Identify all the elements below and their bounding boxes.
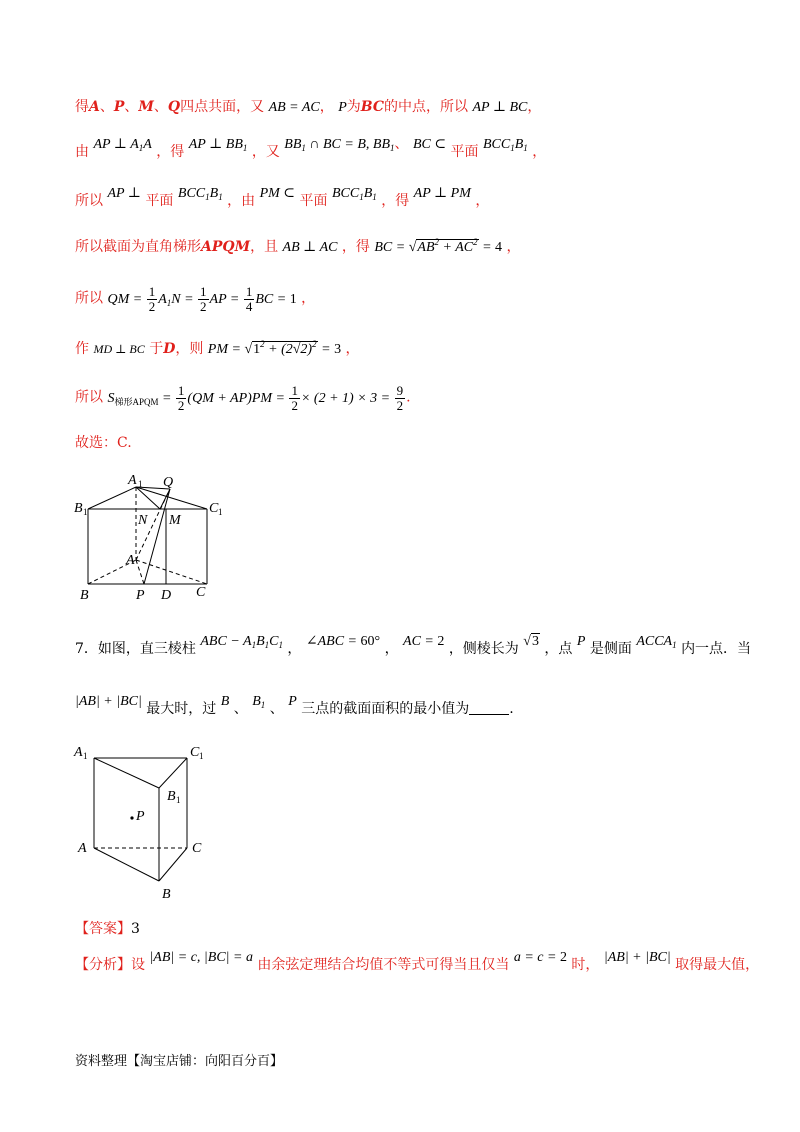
text: 为 [346, 99, 361, 115]
equation: BC = $√AB^2 + AC^2 = 4$ [374, 237, 503, 255]
var: P [288, 694, 297, 709]
text: 的中点，所以 [384, 99, 469, 115]
text: 所以截面为直角梯形 [75, 239, 201, 255]
answer-line [75, 918, 140, 938]
label-A1: A [74, 745, 83, 760]
text: ，得 [156, 144, 185, 160]
text: ，则 [175, 341, 204, 357]
text: ， [301, 290, 316, 307]
text: ， [532, 144, 547, 160]
analysis-line [75, 946, 760, 973]
text: ，又 [251, 144, 280, 160]
analysis-label: 【分析】 [75, 957, 131, 973]
equation: |AB| + |BC| [75, 694, 142, 709]
var: M [138, 99, 154, 115]
problem-7-line-1 [75, 630, 752, 657]
var: Q [167, 99, 181, 115]
text: 平面 [450, 144, 479, 160]
answer-value: 3 [131, 921, 140, 937]
text: 平面 [145, 193, 174, 209]
answer-blank [469, 702, 509, 715]
text: 、 [269, 701, 284, 717]
equation: ∠ABC = 60° [305, 634, 381, 649]
text: ， [475, 193, 490, 209]
text: 于 [149, 341, 164, 357]
equation: AP ⊥ PM [413, 186, 471, 201]
label-B1: B [74, 501, 83, 516]
var: APQM [201, 239, 251, 255]
label-Q: Q [163, 475, 174, 490]
text: 、 [99, 99, 114, 115]
text: 所以 [75, 389, 103, 406]
solution-line-2 [75, 133, 547, 160]
text: 由余弦定理结合均值不等式可得当且仅当 [257, 957, 510, 973]
equation: |AB| + |BC| [603, 950, 671, 965]
text: . [406, 389, 411, 406]
equation: QM = $\frac{1}{2}$ $A_1N$ = $\frac{1}{2}$ AP = $\frac{1}{4}$ BC = 1 [107, 284, 297, 314]
equation: AP ⊥ $A_1A$ [93, 137, 152, 153]
solution-line-5 [75, 285, 315, 314]
answer-label: 【答案】 [75, 921, 131, 937]
var: BC [360, 99, 385, 115]
footer: 资料整理【淘宝店铺：向阳百分百】 [75, 1054, 284, 1069]
text: 最大时，过 [146, 701, 217, 717]
text: 作 [75, 341, 89, 357]
solution-line-6 [75, 338, 360, 358]
label-N: N [138, 513, 148, 528]
text: 内一点．当 [681, 641, 752, 657]
label-B: B [162, 887, 171, 902]
text: 设 [131, 957, 145, 973]
text: ，且 [250, 239, 279, 255]
text: 三点的截面面积的最小值为 [301, 701, 470, 717]
text: ，得 [341, 239, 370, 255]
equation: AP ⊥ $BB_1$ [188, 137, 248, 153]
equation: MD ⊥ BC [93, 342, 145, 356]
label-A1: A [128, 473, 137, 488]
text: 、 [153, 99, 168, 115]
equation: |AB| = c, |BC| = a [149, 950, 253, 965]
equation: PM = $√1^2 + (2√2)^2 = 3$ [207, 339, 342, 357]
text: 7．如图，直三棱柱 [75, 641, 196, 657]
text: ， [527, 99, 542, 115]
text: 所以 [75, 290, 103, 307]
equation: $B_1$ [252, 694, 266, 710]
equation: √3 [523, 634, 539, 649]
problem-7-line-2 [75, 690, 514, 717]
text: ， [287, 641, 302, 657]
equation: $ACCA_1$ [636, 634, 677, 650]
label-B: B [80, 588, 89, 603]
text: ，点 [544, 641, 573, 657]
label-M: M [169, 513, 181, 528]
var: A [89, 99, 100, 115]
var: P [113, 99, 125, 115]
label-C1: C [209, 501, 219, 516]
var: D [163, 341, 176, 357]
label-B1: B [167, 789, 176, 804]
text: 由 [75, 144, 89, 160]
equation: PM ⊂ [259, 186, 296, 201]
label-C1: C [190, 745, 200, 760]
label-C1-sub: 1 [199, 751, 204, 761]
text: 得 [75, 99, 89, 115]
prism-figure-2 [72, 738, 212, 902]
text: ，得 [381, 193, 410, 209]
label-A1-sub: 1 [138, 479, 143, 489]
label-P: P [136, 588, 145, 603]
solution-line-8: 故选：C. [75, 435, 132, 451]
text: 时， [571, 957, 600, 973]
text: ， [345, 341, 360, 357]
text: 所以 [75, 193, 103, 209]
text: 取得最大值， [675, 957, 760, 973]
text: 是侧面 [589, 641, 632, 657]
equation: $S_{梯形APQM}$ = $\frac{1}{2}$ (QM + AP)PM = $\frac{1}{2}$ × (2 + 1) × 3 = $\frac{9}{2}$ [107, 383, 404, 413]
label-C: C [196, 585, 206, 600]
equation: a = c = 2 [513, 950, 567, 965]
equation: AP ⊥ BC [472, 100, 528, 115]
var: P [576, 634, 586, 649]
text: . [509, 701, 514, 717]
label-A: A [78, 841, 87, 856]
text: ，由 [227, 193, 256, 209]
solution-line-3 [75, 182, 490, 209]
var: P [338, 100, 347, 115]
equation: $BCC_1B_1$ [482, 137, 528, 153]
equation: AB ⊥ AC [282, 240, 338, 255]
solution-line-4 [75, 236, 521, 256]
text: 平面 [299, 193, 328, 209]
label-D: D [161, 588, 172, 603]
text: ，侧棱长为 [448, 641, 519, 657]
var: B [220, 694, 230, 709]
text: 、 [394, 136, 409, 152]
equation: $BCC_1B_1$ [177, 186, 223, 202]
text: ， [319, 99, 334, 115]
equation: BC ⊂ [412, 137, 447, 152]
label-B1-sub: 1 [83, 507, 88, 517]
equation: ABC − $A_1B_1C_1$ [200, 634, 283, 650]
text: 四点共面，又 [180, 99, 265, 115]
text: ， [384, 641, 399, 657]
solution-line-7 [75, 384, 411, 413]
label-B1-sub: 1 [176, 795, 181, 805]
equation: AC = 2 [403, 634, 445, 649]
equation: $BCC_1B_1$ [331, 186, 377, 202]
text: 、 [233, 701, 248, 717]
label-A1-sub: 1 [83, 751, 88, 761]
point-P [130, 816, 133, 819]
prism-figure-1 [72, 472, 222, 602]
equation: AB = AC [268, 100, 320, 115]
label-P: P [136, 809, 145, 824]
equation: AP ⊥ [107, 186, 141, 201]
text: ， [506, 239, 521, 255]
text: 、 [124, 99, 139, 115]
label-A: A [126, 553, 135, 568]
solution-line-1 [75, 96, 541, 116]
label-C1-sub: 1 [218, 507, 223, 517]
label-C: C [192, 841, 202, 856]
equation: $BB_1$ ∩ BC = B, $BB_1$ [284, 137, 395, 153]
